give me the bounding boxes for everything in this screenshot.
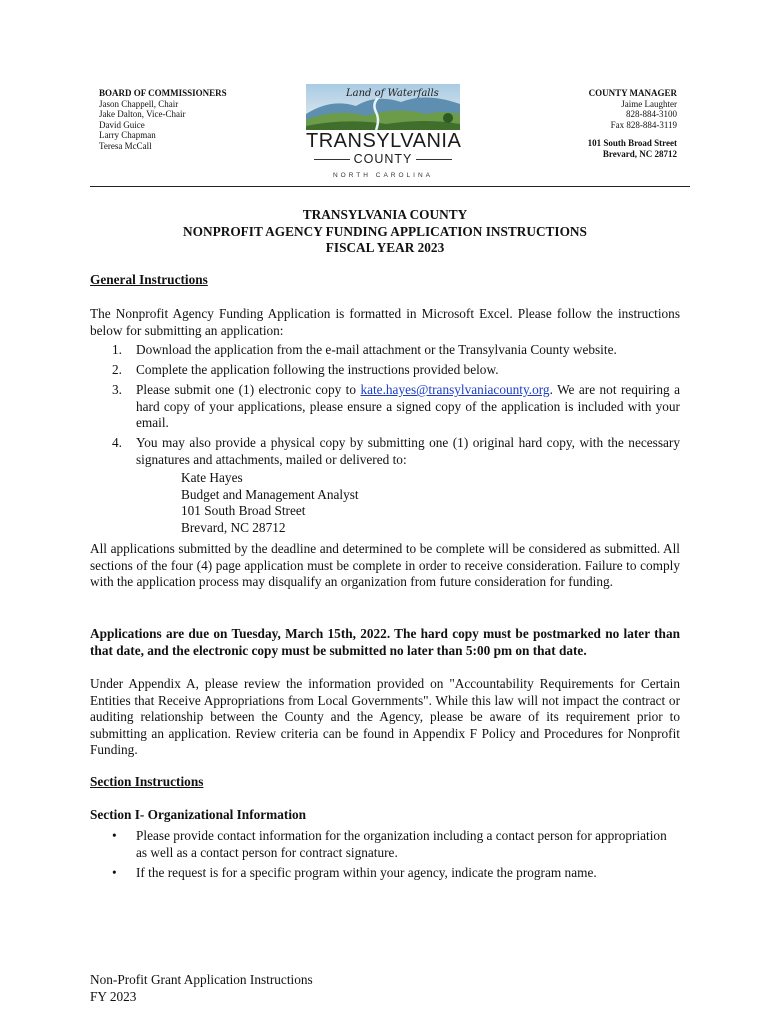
step-number: 1. — [112, 342, 122, 357]
step-text-post: . We are not requiring a hard copy of your applications, please ensure a signed copy of the application is included with your email. — [136, 382, 681, 431]
step-text: You may also provide a physical copy by submitting one (1) original hard copy, with the necessary signatures and attachments, mailed or delivered to: — [136, 435, 680, 467]
deadline-paragraph: Applications are due on Tuesday, March 15th, 2022. The hard copy must be postmarked no later than that date, and the electronic copy must be submitted no later than 5:00 pm on that date. — [90, 626, 680, 658]
email-link[interactable]: kate.hayes@transylvaniacounty.org — [360, 382, 550, 398]
step-number: 3. — [112, 382, 122, 398]
manager-fax: Fax 828-884-3119 — [610, 119, 677, 130]
logo-name: TRANSYLVANIA — [306, 130, 462, 152]
address-line: Budget and Management Analyst — [181, 486, 359, 502]
bullet-icon: • — [112, 864, 117, 880]
step-text-pre: Please submit one (1) electronic copy to — [136, 382, 361, 398]
instruction-steps — [112, 342, 680, 472]
address-line: 101 South Broad Street — [181, 503, 306, 518]
appendix-paragraph: Under Appendix A, please review the information provided on "Accountability Requirements for Certain Entities that Receive Appropriations from Local Governments". While this law will not impact the contract or auditing relationship between the County and the Agency, please be aware of its requirement prior to submitting an application. Review criteria can be found in Appendix F Policy and Procedures for Nonprofit Funding. — [90, 676, 680, 757]
manager-heading: COUNTY MANAGER — [588, 88, 677, 98]
completeness-paragraph: All applications submitted by the deadline and determined to be complete will be considered as submitted. All sections of the four (4) page application must be complete in order to receive consideration. Failure to comply with the application process may disqualify an organization from future consideration for funding. — [90, 541, 680, 589]
board-member: David Guice — [99, 119, 145, 130]
section-instructions-heading: Section Instructions — [90, 774, 204, 789]
board-of-commissioners — [99, 88, 227, 152]
list-item — [112, 435, 680, 468]
step-number: 2. — [112, 362, 122, 378]
list-item — [112, 382, 680, 432]
board-member: Jake Dalton, Vice-Chair — [99, 109, 186, 120]
address-line: Brevard, NC 28712 — [181, 519, 286, 535]
title-line: FISCAL YEAR 2023 — [325, 240, 445, 255]
list-item — [112, 828, 680, 861]
list-item — [112, 362, 680, 379]
county-manager — [588, 88, 677, 160]
list-item — [112, 342, 680, 359]
step-text: Complete the application following the instructions provided below. — [136, 362, 499, 378]
step-text — [136, 382, 680, 432]
document-title — [90, 207, 680, 257]
footer-line: FY 2023 — [90, 988, 137, 1004]
footer-line: Non-Profit Grant Application Instructions — [90, 972, 313, 987]
board-member: Teresa McCall — [99, 140, 152, 151]
general-instructions-heading: General Instructions — [90, 272, 208, 287]
section-1-bullets — [112, 828, 680, 885]
manager-address-2: Brevard, NC 28712 — [602, 148, 677, 159]
step-number: 4. — [112, 435, 122, 451]
bullet-text: If the request is for a specific program within your agency, indicate the program name. — [136, 864, 597, 880]
mailing-address — [181, 470, 359, 536]
manager-phone: 828-884-3100 — [626, 109, 677, 120]
header-divider — [90, 186, 690, 187]
board-heading: BOARD OF COMMISSIONERS — [99, 88, 227, 98]
county-logo — [306, 84, 460, 184]
logo-state: NORTH CAROLINA — [332, 172, 434, 179]
manager-address-1: 101 South Broad Street — [587, 138, 677, 149]
board-member: Larry Chapman — [99, 130, 156, 141]
address-line: Kate Hayes — [181, 470, 243, 485]
general-intro: The Nonprofit Agency Funding Application is formatted in Microsoft Excel. Please follow the instructions below for submitting an application: — [90, 306, 680, 338]
bullet-text: Please provide contact information for the organization including a contact person for appropriation as well as a contact person for contract signature. — [136, 828, 667, 860]
manager-name: Jaime Laughter — [621, 98, 677, 109]
title-line: NONPROFIT AGENCY FUNDING APPLICATION INSTRUCTIONS — [183, 223, 587, 239]
board-member: Jason Chappell, Chair — [99, 98, 179, 109]
page-footer — [90, 972, 313, 1005]
list-item — [112, 865, 680, 882]
logo-county: COUNTY — [306, 152, 460, 166]
logo-script-text: Land of Waterfalls — [346, 88, 439, 99]
title-line: TRANSYLVANIA COUNTY — [302, 207, 468, 222]
step-text: Download the application from the e-mail attachment or the Transylvania County website. — [136, 342, 617, 357]
section-1-heading: Section I- Organizational Information — [90, 807, 307, 822]
bullet-icon: • — [112, 828, 117, 843]
